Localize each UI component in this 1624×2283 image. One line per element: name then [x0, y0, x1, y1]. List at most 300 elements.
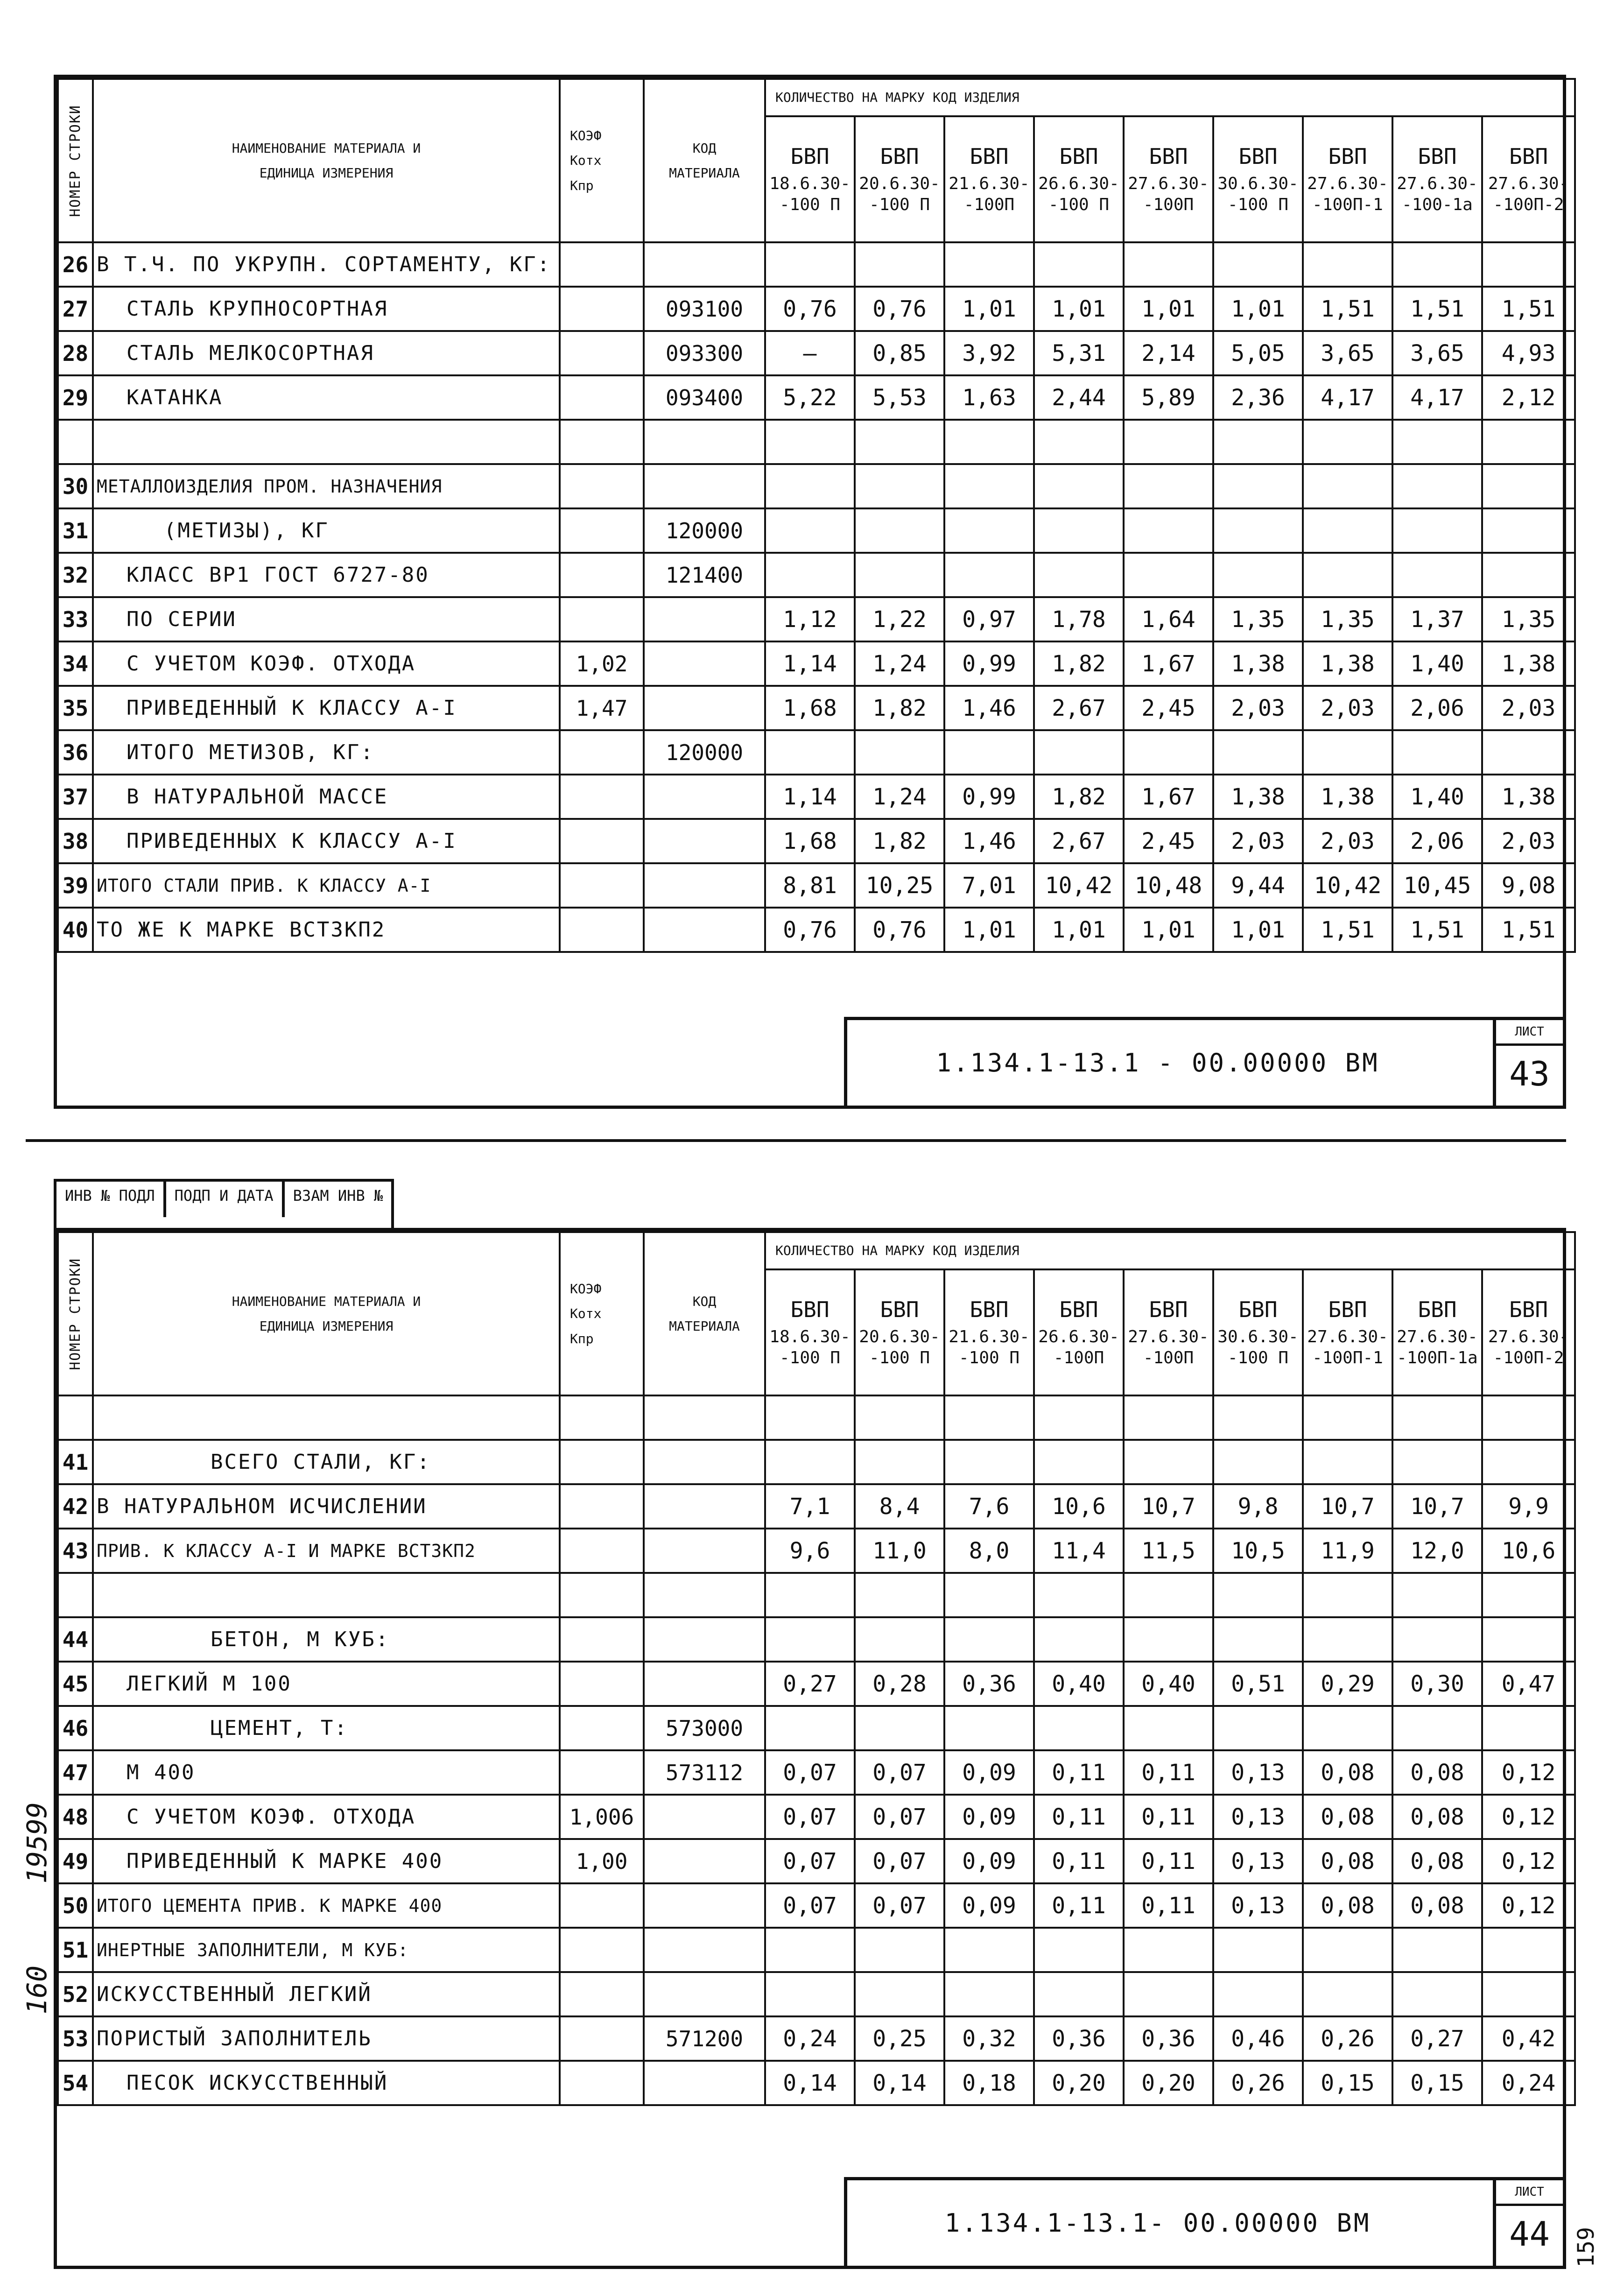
product-mark: БВП 27.6.30- -100П-1: [1303, 116, 1392, 242]
row-number: 26: [58, 242, 93, 287]
table-row: [58, 420, 1575, 464]
quantity-cell: 0,26: [1213, 2061, 1303, 2105]
material-name: ИНЕРТНЫЕ ЗАПОЛНИТЕЛИ, М КУБ:: [93, 1928, 560, 1972]
quantity-cell: 2,03: [1213, 819, 1303, 863]
table-row: [58, 375, 1575, 420]
quantity-cell: 0,28: [855, 1662, 944, 1706]
material-name: С УЧЕТОМ КОЭФ. ОТХОДА: [93, 641, 560, 686]
quantity-cell: 0,76: [855, 908, 944, 952]
coef-value: [560, 331, 644, 375]
quantity-cell: [1482, 1617, 1575, 1662]
quantity-cell: 9,08: [1482, 863, 1575, 908]
quantity-cell: 0,29: [1303, 1662, 1392, 1706]
header-quantity: КОЛИЧЕСТВО НА МАРКУ КОД ИЗДЕЛИЯ: [765, 79, 1575, 116]
quantity-cell: 1,37: [1392, 597, 1482, 641]
row-number: 50: [58, 1883, 93, 1928]
title-block: [844, 2177, 1563, 2266]
quantity-cell: 0,85: [855, 331, 944, 375]
quantity-cell: [944, 1972, 1034, 2016]
quantity-cell: [944, 553, 1034, 597]
quantity-cell: [1303, 1573, 1392, 1617]
quantity-cell: 0,09: [944, 1839, 1034, 1883]
row-number: 31: [58, 508, 93, 553]
quantity-cell: [1034, 730, 1124, 775]
stamp-inv: ИНВ № ПОДЛ: [56, 1182, 166, 1217]
quantity-cell: [1213, 553, 1303, 597]
quantity-cell: 2,44: [1034, 375, 1124, 420]
material-name: ТО ЖЕ К МАРКЕ ВСТ3КП2: [93, 908, 560, 952]
table-row: [58, 1529, 1575, 1573]
quantity-cell: 1,38: [1303, 775, 1392, 819]
quantity-cell: [1303, 1440, 1392, 1484]
quantity-cell: 2,45: [1124, 686, 1213, 730]
quantity-cell: [1124, 1706, 1213, 1750]
quantity-cell: 5,22: [765, 375, 855, 420]
row-number: 43: [58, 1529, 93, 1573]
page-number-stamp: 159: [1573, 2227, 1599, 2268]
material-name: ИТОГО СТАЛИ ПРИВ. К КЛАССУ А-I: [93, 863, 560, 908]
quantity-cell: [1482, 730, 1575, 775]
coef-value: [560, 1440, 644, 1484]
quantity-cell: [1034, 420, 1124, 464]
quantity-cell: [855, 553, 944, 597]
quantity-cell: [1392, 1440, 1482, 1484]
quantity-cell: 1,68: [765, 819, 855, 863]
material-code: [644, 686, 765, 730]
material-code: [644, 1484, 765, 1529]
material-code: [644, 775, 765, 819]
product-mark: БВП 27.6.30- -100П-2: [1482, 116, 1575, 242]
quantity-cell: 1,38: [1482, 641, 1575, 686]
quantity-cell: 0,51: [1213, 1662, 1303, 1706]
quantity-cell: 3,65: [1392, 331, 1482, 375]
quantity-cell: 0,07: [765, 1839, 855, 1883]
quantity-cell: [1213, 508, 1303, 553]
quantity-cell: 1,51: [1482, 287, 1575, 331]
coef-value: [560, 597, 644, 641]
quantity-cell: 2,67: [1034, 819, 1124, 863]
table-row: [58, 2061, 1575, 2105]
quantity-cell: [1482, 1928, 1575, 1972]
quantity-cell: 0,46: [1213, 2016, 1303, 2061]
sheet-43: [54, 75, 1569, 1109]
quantity-cell: [765, 1972, 855, 2016]
header-material-code: КОД МАТЕРИАЛА: [644, 1232, 765, 1395]
coef-value: [560, 1529, 644, 1573]
quantity-cell: [1482, 1706, 1575, 1750]
quantity-cell: 8,0: [944, 1529, 1034, 1573]
quantity-cell: 10,42: [1034, 863, 1124, 908]
material-code: [644, 2061, 765, 2105]
quantity-cell: 10,7: [1124, 1484, 1213, 1529]
product-mark: БВП 21.6.30- -100 П: [944, 1269, 1034, 1395]
coef-value: [560, 1617, 644, 1662]
material-name: М 400: [93, 1750, 560, 1795]
quantity-cell: 1,35: [1482, 597, 1575, 641]
quantity-cell: 0,27: [765, 1662, 855, 1706]
quantity-cell: [1034, 1617, 1124, 1662]
material-code: [644, 597, 765, 641]
quantity-cell: 0,76: [855, 287, 944, 331]
quantity-cell: [944, 1706, 1034, 1750]
product-mark: БВП 30.6.30- -100 П: [1213, 1269, 1303, 1395]
document-code: 1.134.1-13.1 - 00.00000 ВМ: [936, 1048, 1379, 1078]
quantity-cell: 1,24: [855, 775, 944, 819]
quantity-cell: [944, 420, 1034, 464]
product-mark: БВП 27.6.30- -100П: [1124, 116, 1213, 242]
quantity-cell: [1482, 420, 1575, 464]
row-number: 32: [58, 553, 93, 597]
quantity-cell: 0,12: [1482, 1883, 1575, 1928]
quantity-cell: [1303, 1706, 1392, 1750]
coef-value: [560, 1662, 644, 1706]
material-name: (МЕТИЗЫ), КГ: [93, 508, 560, 553]
coef-value: 1,02: [560, 641, 644, 686]
material-name: В Т.Ч. ПО УКРУПН. СОРТАМЕНТУ, КГ:: [93, 242, 560, 287]
material-table: [57, 78, 1576, 953]
quantity-cell: 3,92: [944, 331, 1034, 375]
quantity-cell: 0,47: [1482, 1662, 1575, 1706]
product-mark: БВП 21.6.30- -100П: [944, 116, 1034, 242]
quantity-cell: [1303, 1972, 1392, 2016]
header-row-number: НОМЕР СТРОКИ: [58, 1232, 93, 1395]
quantity-cell: [855, 1972, 944, 2016]
quantity-cell: 8,4: [855, 1484, 944, 1529]
quantity-cell: [855, 1617, 944, 1662]
coef-value: [560, 508, 644, 553]
coef-value: [560, 1928, 644, 1972]
row-number: 42: [58, 1484, 93, 1529]
material-code: [644, 464, 765, 508]
quantity-cell: 0,08: [1392, 1883, 1482, 1928]
quantity-cell: [944, 1617, 1034, 1662]
table-row: [58, 686, 1575, 730]
quantity-cell: [765, 1395, 855, 1440]
quantity-cell: 1,22: [855, 597, 944, 641]
quantity-cell: [1213, 1395, 1303, 1440]
quantity-cell: [1482, 1440, 1575, 1484]
quantity-cell: [855, 464, 944, 508]
quantity-cell: 0,99: [944, 641, 1034, 686]
quantity-cell: [1213, 1573, 1303, 1617]
quantity-cell: 7,6: [944, 1484, 1034, 1529]
table-row: [58, 1662, 1575, 1706]
quantity-cell: [855, 242, 944, 287]
quantity-cell: 0,12: [1482, 1795, 1575, 1839]
quantity-cell: [1124, 420, 1213, 464]
quantity-cell: 4,17: [1392, 375, 1482, 420]
coef-value: [560, 287, 644, 331]
quantity-cell: 1,24: [855, 641, 944, 686]
material-code: [644, 641, 765, 686]
table-row: [58, 331, 1575, 375]
material-name: БЕТОН, М КУБ:: [93, 1617, 560, 1662]
quantity-cell: [1213, 1928, 1303, 1972]
quantity-cell: 2,12: [1482, 375, 1575, 420]
quantity-cell: 1,51: [1392, 908, 1482, 952]
material-code: [644, 1573, 765, 1617]
quantity-cell: [1303, 464, 1392, 508]
quantity-cell: [1482, 242, 1575, 287]
material-name: [93, 1395, 560, 1440]
header-material-name: НАИМЕНОВАНИЕ МАТЕРИАЛА И ЕДИНИЦА ИЗМЕРЕНИЯ: [93, 79, 560, 242]
coef-value: 1,47: [560, 686, 644, 730]
coef-value: [560, 1972, 644, 2016]
quantity-cell: 1,38: [1482, 775, 1575, 819]
quantity-cell: 1,51: [1303, 287, 1392, 331]
table-row: [58, 464, 1575, 508]
quantity-cell: 1,63: [944, 375, 1034, 420]
sheet-number-box: [1493, 2180, 1563, 2266]
quantity-cell: 1,51: [1303, 908, 1392, 952]
material-code: [644, 908, 765, 952]
coef-value: [560, 375, 644, 420]
row-number: [58, 1573, 93, 1617]
quantity-cell: 0,14: [855, 2061, 944, 2105]
sheet-number: 43: [1509, 1054, 1550, 1093]
quantity-cell: [765, 1440, 855, 1484]
material-code: [644, 1440, 765, 1484]
quantity-cell: [1303, 242, 1392, 287]
table-row: [58, 908, 1575, 952]
quantity-cell: 0,13: [1213, 1795, 1303, 1839]
quantity-cell: 1,82: [855, 686, 944, 730]
quantity-cell: [1213, 730, 1303, 775]
coef-value: [560, 464, 644, 508]
quantity-cell: 0,07: [765, 1750, 855, 1795]
material-name: ЛЕГКИЙ М 100: [93, 1662, 560, 1706]
quantity-cell: [1303, 553, 1392, 597]
material-name: [93, 420, 560, 464]
quantity-cell: 0,09: [944, 1883, 1034, 1928]
quantity-cell: [855, 508, 944, 553]
quantity-cell: 12,0: [1392, 1529, 1482, 1573]
quantity-cell: 1,64: [1124, 597, 1213, 641]
quantity-cell: [1034, 1928, 1124, 1972]
quantity-cell: 0,14: [765, 2061, 855, 2105]
product-mark: БВП 30.6.30- -100 П: [1213, 116, 1303, 242]
quantity-cell: [944, 508, 1034, 553]
quantity-cell: 1,82: [1034, 775, 1124, 819]
quantity-cell: [1213, 420, 1303, 464]
quantity-cell: [1034, 1706, 1124, 1750]
quantity-cell: 0,76: [765, 908, 855, 952]
quantity-cell: 10,48: [1124, 863, 1213, 908]
material-code: [644, 242, 765, 287]
sheet-label: ЛИСТ: [1496, 2180, 1563, 2206]
material-code: [644, 420, 765, 464]
table-row: [58, 2016, 1575, 2061]
page-divider: [26, 1139, 1566, 1142]
quantity-cell: [1392, 420, 1482, 464]
quantity-cell: [1124, 1440, 1213, 1484]
quantity-cell: [1213, 1972, 1303, 2016]
quantity-cell: 1,14: [765, 641, 855, 686]
quantity-cell: [1392, 730, 1482, 775]
quantity-cell: 5,53: [855, 375, 944, 420]
quantity-cell: 11,9: [1303, 1529, 1392, 1573]
quantity-cell: [1124, 1972, 1213, 2016]
quantity-cell: 2,03: [1482, 686, 1575, 730]
quantity-cell: [1392, 1395, 1482, 1440]
quantity-cell: [944, 1395, 1034, 1440]
row-number: 53: [58, 2016, 93, 2061]
row-number: 28: [58, 331, 93, 375]
material-code: 093300: [644, 331, 765, 375]
quantity-cell: 0,97: [944, 597, 1034, 641]
quantity-cell: [1213, 1706, 1303, 1750]
coef-value: [560, 242, 644, 287]
quantity-cell: [765, 553, 855, 597]
quantity-cell: [1124, 464, 1213, 508]
quantity-cell: 1,51: [1482, 908, 1575, 952]
quantity-cell: 0,40: [1124, 1662, 1213, 1706]
table-row: [58, 1883, 1575, 1928]
quantity-cell: 0,27: [1392, 2016, 1482, 2061]
quantity-cell: 0,07: [855, 1795, 944, 1839]
material-name: ИТОГО ЦЕМЕНТА ПРИВ. К МАРКЕ 400: [93, 1883, 560, 1928]
quantity-cell: 1,38: [1213, 641, 1303, 686]
quantity-cell: [944, 1573, 1034, 1617]
quantity-cell: [765, 1928, 855, 1972]
quantity-cell: [1034, 1972, 1124, 2016]
quantity-cell: 1,01: [944, 908, 1034, 952]
table-row: [58, 1972, 1575, 2016]
coef-value: [560, 819, 644, 863]
stamp-sign: ПОДП И ДАТА: [166, 1182, 285, 1217]
coef-value: [560, 2016, 644, 2061]
quantity-cell: 1,38: [1303, 641, 1392, 686]
quantity-cell: 0,07: [765, 1883, 855, 1928]
material-name: ПРИВЕДЕННЫХ К КЛАССУ А-I: [93, 819, 560, 863]
material-code: [644, 1972, 765, 2016]
material-code: [644, 1617, 765, 1662]
quantity-cell: [1482, 1972, 1575, 2016]
quantity-cell: [1034, 1573, 1124, 1617]
material-table: [57, 1231, 1576, 2106]
row-number: 27: [58, 287, 93, 331]
quantity-cell: [1392, 1573, 1482, 1617]
quantity-cell: 0,15: [1303, 2061, 1392, 2105]
quantity-cell: 1,46: [944, 819, 1034, 863]
row-number: 51: [58, 1928, 93, 1972]
quantity-cell: 1,46: [944, 686, 1034, 730]
quantity-cell: 0,08: [1303, 1750, 1392, 1795]
table-row: [58, 553, 1575, 597]
row-number: 41: [58, 1440, 93, 1484]
quantity-cell: [765, 1706, 855, 1750]
quantity-cell: 1,35: [1303, 597, 1392, 641]
quantity-cell: 5,89: [1124, 375, 1213, 420]
material-name: КАТАНКА: [93, 375, 560, 420]
quantity-cell: 0,20: [1124, 2061, 1213, 2105]
quantity-cell: 7,1: [765, 1484, 855, 1529]
coef-value: [560, 775, 644, 819]
quantity-cell: 0,08: [1303, 1795, 1392, 1839]
row-number: 36: [58, 730, 93, 775]
material-code: 573000: [644, 1706, 765, 1750]
quantity-cell: 0,36: [1124, 2016, 1213, 2061]
material-code: 121400: [644, 553, 765, 597]
coef-value: [560, 730, 644, 775]
sheet-label: ЛИСТ: [1496, 1020, 1563, 1046]
quantity-cell: —: [765, 331, 855, 375]
table-row: [58, 242, 1575, 287]
material-name: СТАЛЬ КРУПНОСОРТНАЯ: [93, 287, 560, 331]
material-code: 571200: [644, 2016, 765, 2061]
quantity-cell: 7,01: [944, 863, 1034, 908]
quantity-cell: [1124, 1395, 1213, 1440]
quantity-cell: 1,01: [944, 287, 1034, 331]
quantity-cell: [1392, 1706, 1482, 1750]
quantity-cell: [1034, 1440, 1124, 1484]
material-code: [644, 1928, 765, 1972]
quantity-cell: 1,82: [1034, 641, 1124, 686]
row-number: 38: [58, 819, 93, 863]
quantity-cell: 0,09: [944, 1750, 1034, 1795]
product-mark: БВП 27.6.30- -100П: [1124, 1269, 1213, 1395]
table-row: [58, 1440, 1575, 1484]
quantity-cell: 1,01: [1034, 287, 1124, 331]
quantity-cell: [944, 242, 1034, 287]
row-number: 35: [58, 686, 93, 730]
quantity-cell: 0,12: [1482, 1839, 1575, 1883]
quantity-cell: 2,03: [1303, 819, 1392, 863]
quantity-cell: 10,7: [1303, 1484, 1392, 1529]
row-number: 34: [58, 641, 93, 686]
quantity-cell: 0,11: [1124, 1795, 1213, 1839]
quantity-cell: [1482, 464, 1575, 508]
coef-value: [560, 2061, 644, 2105]
quantity-cell: 0,07: [855, 1883, 944, 1928]
material-code: [644, 819, 765, 863]
table-row: [58, 775, 1575, 819]
title-block: [844, 1017, 1563, 1106]
quantity-cell: 10,7: [1392, 1484, 1482, 1529]
row-number: 40: [58, 908, 93, 952]
header-material-code: КОД МАТЕРИАЛА: [644, 79, 765, 242]
quantity-cell: [1034, 553, 1124, 597]
row-number: 39: [58, 863, 93, 908]
coef-value: 1,00: [560, 1839, 644, 1883]
quantity-cell: [1034, 508, 1124, 553]
quantity-cell: 10,45: [1392, 863, 1482, 908]
quantity-cell: 1,67: [1124, 641, 1213, 686]
material-code: [644, 1529, 765, 1573]
quantity-cell: 0,11: [1034, 1750, 1124, 1795]
quantity-cell: [1392, 464, 1482, 508]
product-mark: БВП 26.6.30- -100П: [1034, 1269, 1124, 1395]
quantity-cell: [1124, 242, 1213, 287]
quantity-cell: 0,25: [855, 2016, 944, 2061]
material-code: 093100: [644, 287, 765, 331]
quantity-cell: [1213, 1617, 1303, 1662]
quantity-cell: 0,13: [1213, 1883, 1303, 1928]
quantity-cell: [944, 730, 1034, 775]
material-name: ПЕСОК ИСКУССТВЕННЫЙ: [93, 2061, 560, 2105]
quantity-cell: 2,06: [1392, 686, 1482, 730]
quantity-cell: [1303, 1928, 1392, 1972]
quantity-cell: 1,01: [1034, 908, 1124, 952]
quantity-cell: [855, 1928, 944, 1972]
header-coef: КОЭФ Котх Кпр: [560, 79, 644, 242]
quantity-cell: 2,03: [1482, 819, 1575, 863]
quantity-cell: 0,11: [1124, 1883, 1213, 1928]
quantity-cell: [1482, 1573, 1575, 1617]
coef-value: [560, 1484, 644, 1529]
material-code: [644, 1395, 765, 1440]
quantity-cell: 0,32: [944, 2016, 1034, 2061]
